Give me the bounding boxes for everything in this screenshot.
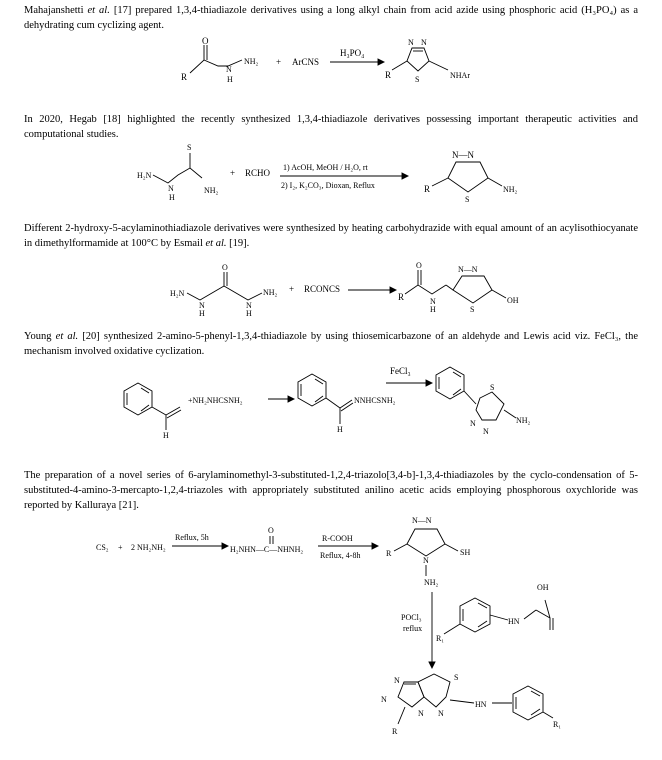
s5-prod-r1: R₁ [553, 720, 562, 729]
s5-prod-n4: N [438, 709, 444, 718]
s2-nh2: NH₂ [204, 186, 219, 195]
s3-n2: N [246, 301, 252, 310]
s5-r: R [386, 549, 392, 558]
s1-o: O [202, 36, 209, 46]
paragraph-5: The preparation of a novel series of 6-arylaminomethyl-3-substituted-1,2,4-triazolo[3,4-b]-1,3,4-thiadiazoles by the cyclo-condensation of 5-substituted-4-amino-3-mercapto-1,2,4-triazoles with appropriately substituted anilino acetic acids employing phosphorous oxychloride was reported by Kalluraya [21]. [24, 470, 638, 511]
s3-o: O [222, 263, 228, 272]
scheme-1 [181, 36, 470, 84]
s2-cond2: 2) I₂, K₂CO₃, Dioxan, Reflux [281, 181, 375, 190]
s5-cond3b: reflux [403, 624, 423, 633]
s1-reagent: ArCNS [292, 57, 320, 67]
s1-prod-r: R [385, 70, 392, 80]
s5-prod-n3: N [418, 709, 424, 718]
s1-ring-n2: N [421, 38, 427, 47]
s3-ring-nn: N—N [458, 265, 478, 274]
scheme-4 [124, 366, 531, 440]
s5-cond2b: Reflux, 4-8h [320, 551, 361, 560]
s1-nh2: NH₂ [244, 57, 259, 66]
s2-prod-nh2: NH₂ [503, 185, 518, 194]
s4-n2: N [483, 427, 489, 436]
s2-n: N [168, 184, 174, 193]
s4-nh2: NH₂ [516, 416, 531, 425]
s3-r: R [398, 292, 405, 302]
s2-h: H [169, 193, 175, 202]
s5-cond3a: POCl₃ [401, 613, 422, 622]
s3-h2: H [246, 309, 252, 318]
scheme-5 [96, 516, 561, 736]
paragraph-2: In 2020, Hegab [18] highlighted the recently synthesized 1,3,4-thiadiazole derivatives possessing important therapeutic activities and computational studies. [24, 114, 638, 140]
s2-prod-r: R [424, 184, 431, 194]
s5-prod-n2: N [381, 695, 387, 704]
s1-r: R [181, 72, 188, 82]
s1-ring-s: S [415, 75, 420, 84]
s4-n1: N [470, 419, 476, 428]
scheme-3 [170, 261, 519, 318]
s1-nhar: NHAr [450, 71, 470, 80]
s2-h2n: H₂N [137, 171, 152, 180]
s2-ring-nn: N—N [452, 150, 474, 160]
paragraph-4: Young et al. [20] synthesized 2-amino-5-phenyl-1,3,4-thiadiazole by using thiosemicarbazone of an aldehyde and Lewis acid viz. FeCl₃, the mechanism involved oxidative cyclization. [24, 331, 638, 357]
s5-plus: + [118, 543, 123, 552]
s3-n1: N [199, 301, 205, 310]
s5-ring-n: N [423, 556, 429, 565]
s5-cond1: Reflux, 5h [175, 533, 209, 542]
s3-s: S [470, 305, 475, 314]
s3-h3: H [430, 305, 436, 314]
s2-rcho: RCHO [245, 168, 271, 178]
s5-nh2: NH₂ [424, 578, 439, 587]
s2-ring-s: S [465, 195, 470, 204]
s4-cond: FeCl₃ [390, 366, 411, 376]
s5-prod-hn: HN [475, 700, 487, 709]
s5-cs2: CS₂ [96, 543, 109, 552]
s5-prod-n1: N [394, 676, 400, 685]
s2-s: S [187, 143, 192, 152]
s3-o2: O [416, 261, 422, 270]
s5-carbohydrazide: H₂NHN—C—NHNH₂ [230, 545, 304, 554]
s3-h1: H [199, 309, 205, 318]
s4-h: H [163, 431, 169, 440]
s1-cond: H₃PO₄ [340, 48, 365, 58]
s4-h2: H [337, 425, 343, 434]
s3-nh2: NH₂ [263, 288, 278, 297]
s3-reagent: RCONCS [304, 284, 341, 294]
s5-sh: SH [460, 548, 471, 557]
s1-h: H [227, 75, 233, 84]
s2-plus: + [230, 168, 236, 178]
s1-plus: + [276, 57, 282, 67]
scheme-2 [137, 143, 518, 204]
s5-cond2a: R-COOH [322, 534, 353, 543]
s5-prod-r: R [392, 727, 398, 736]
s5-oh: OH [537, 583, 549, 592]
s3-h2n: H₂N [170, 289, 185, 298]
s3-oh: OH [507, 296, 519, 305]
s1-ring-n1: N [408, 38, 414, 47]
paragraph-1: Mahajanshetti et al. [17] prepared 1,3,4-thiadiazole derivatives using a long alkyl chain from acid azide using phosphoric acid (H₃PO₄) as a dehydrating cum cyclizing agent. [24, 5, 639, 31]
s5-hn: HN [508, 617, 520, 626]
s2-cond1: 1) AcOH, MeOH / H₂O, rt [283, 163, 368, 172]
s4-reagent: +NH₂NHCSNH₂ [188, 396, 243, 405]
s5-prod-s: S [454, 673, 459, 682]
s5-ring-nn: N—N [412, 516, 432, 525]
s4-nnhcsnh2: NNHCSNH₂ [354, 396, 396, 405]
s4-s: S [490, 383, 495, 392]
s5-hydrazine: 2 NH₂NH₂ [131, 543, 166, 552]
s5-r1: R₁ [436, 634, 445, 643]
s5-o: O [268, 526, 274, 535]
s3-n3: N [430, 297, 436, 306]
s3-plus: + [289, 284, 295, 294]
s1-n: N [226, 65, 232, 74]
paragraph-3: Different 2-hydroxy-5-acylaminothiadiazole derivatives were synthesized by heating carbohydrazide with equal amount of an acylisothiocyanate in dimethylformamide at 100°C by Esmail et al. [19]. [24, 223, 638, 249]
